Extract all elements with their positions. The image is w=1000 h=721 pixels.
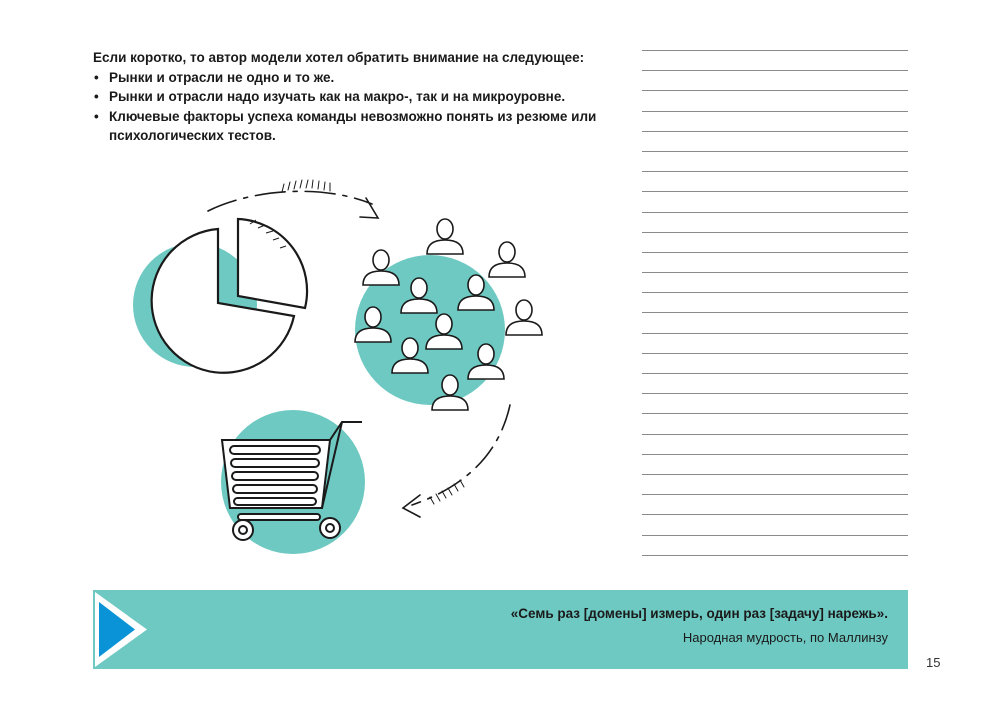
note-line xyxy=(642,494,908,495)
note-line xyxy=(642,111,908,112)
note-line xyxy=(642,252,908,253)
note-line xyxy=(642,474,908,475)
note-line xyxy=(642,171,908,172)
note-line xyxy=(642,292,908,293)
note-line xyxy=(642,131,908,132)
person-icon xyxy=(506,300,542,335)
note-line xyxy=(642,50,908,51)
note-line xyxy=(642,413,908,414)
note-line xyxy=(642,555,908,556)
shopping-cart-icon xyxy=(221,410,365,554)
person-icon xyxy=(427,219,463,254)
note-line xyxy=(642,151,908,152)
note-line xyxy=(642,312,908,313)
note-line xyxy=(642,70,908,71)
quote-text: «Семь раз [домены] измерь, один раз [задачу] нарежь». xyxy=(510,606,888,621)
bullet-item: • Рынки и отрасли надо изучать как на макро-, так и на микроуровне. xyxy=(93,87,633,107)
note-line xyxy=(642,272,908,273)
play-arrow-icon xyxy=(93,590,153,669)
note-line xyxy=(642,333,908,334)
bullet-item: • Рынки и отрасли не одно и то же. xyxy=(93,68,633,88)
note-line xyxy=(642,514,908,515)
note-line xyxy=(642,90,908,91)
note-line xyxy=(642,232,908,233)
note-line xyxy=(642,393,908,394)
bullet-item: • Ключевые факторы успеха команды невозможно понять из резюме или психологических тестов. xyxy=(93,107,633,146)
note-line xyxy=(642,353,908,354)
quote-banner xyxy=(93,590,908,669)
people-group-icon xyxy=(355,219,542,410)
note-line xyxy=(642,535,908,536)
note-line xyxy=(642,191,908,192)
notes-lines xyxy=(642,50,908,575)
pie-chart-icon xyxy=(133,219,307,373)
note-line xyxy=(642,434,908,435)
person-icon xyxy=(489,242,525,277)
note-line xyxy=(642,212,908,213)
intro-lead: Если коротко, то автор модели хотел обратить внимание на следующее: xyxy=(93,50,585,65)
note-line xyxy=(642,373,908,374)
quote-source: Народная мудрость, по Маллинзу xyxy=(682,630,888,645)
note-line xyxy=(642,454,908,455)
page-number: 15 xyxy=(926,655,941,670)
